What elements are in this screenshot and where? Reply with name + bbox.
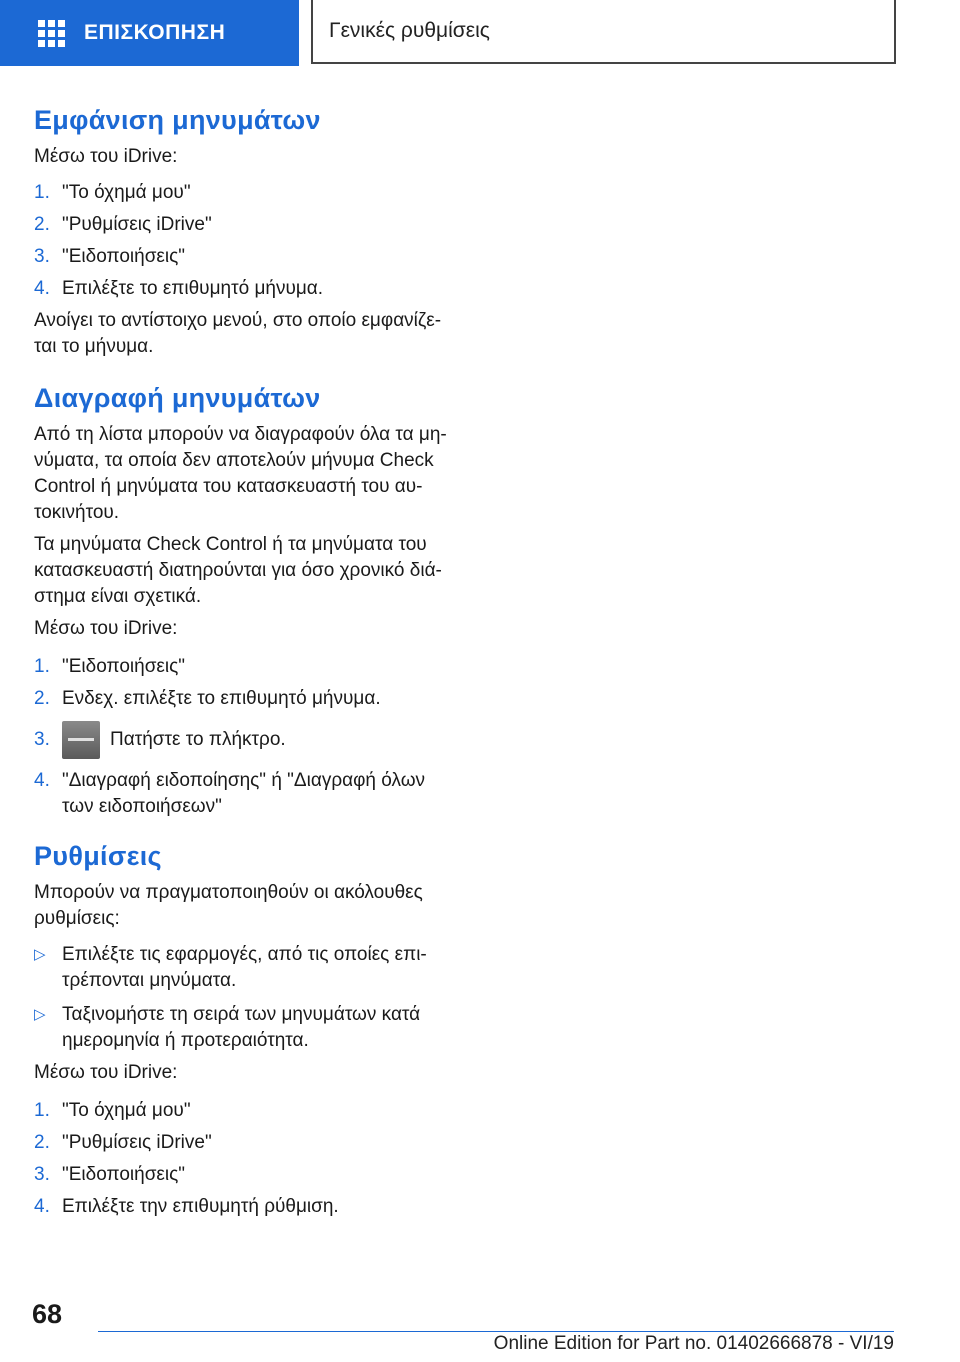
list-item [34, 686, 454, 712]
step-text: "Ειδοποιήσεις" [62, 246, 186, 267]
step-text: Ενδεχ. επιλέξτε το επιθυμητό μήνυμα. [62, 688, 381, 709]
list-item [34, 1162, 454, 1188]
page-content [34, 96, 454, 1220]
text-line: Μπορούν να πραγματοποιηθούν οι ακόλουθες [34, 882, 423, 903]
display-note-line: Ανοίγει το αντίστοιχο μενού, στο οποίο εμφανίζε- [34, 310, 442, 331]
list-item [34, 1194, 454, 1220]
text-line: τοκινήτου. [34, 502, 120, 523]
overview-label: ΕΠΙΣΚΟΠΗΣΗ [84, 21, 226, 44]
step-text: Επιλέξτε το επιθυμητό μήνυμα. [62, 278, 324, 299]
step-number: 4. [34, 1196, 50, 1217]
text-line: Από τη λίστα μπορούν να διαγραφούν όλα τα μη- [34, 424, 447, 445]
bullet-text-line: τρέπονται μηνύματα. [62, 970, 237, 991]
step-number: 2. [34, 1132, 50, 1153]
delete-steps [34, 654, 454, 820]
settings-heading: Ρυθμίσεις [34, 841, 162, 871]
section-title-tab [311, 0, 896, 64]
step-text: "Το όχημά μου" [62, 182, 191, 203]
triangle-bullet-icon: ▷ [34, 946, 46, 963]
step-text: "Ειδοποιήσεις" [62, 1164, 186, 1185]
list-item [34, 1002, 454, 1054]
step-text: "Το όχημά μου" [62, 1100, 191, 1121]
step-text-line: των ειδοποιήσεων" [62, 796, 222, 817]
delete-paragraph-1 [34, 422, 454, 526]
list-item [34, 1098, 454, 1124]
triangle-bullet-icon: ▷ [34, 1006, 46, 1023]
grid-icon [38, 20, 65, 47]
list-item [34, 180, 454, 206]
list-item [34, 1130, 454, 1156]
list-item [34, 244, 454, 270]
list-item [34, 654, 454, 680]
bullet-text-line: Ταξινομήστε τη σειρά των μηνυμάτων κατά [62, 1004, 421, 1025]
page-number: 68 [32, 1299, 63, 1329]
step-number: 2. [34, 214, 50, 235]
overview-tab[interactable] [0, 0, 299, 66]
section-title: Γενικές ρυθμίσεις [329, 19, 490, 42]
settings-steps [34, 1098, 454, 1220]
list-item [34, 212, 454, 238]
settings-bullets [34, 942, 454, 1054]
display-via: Μέσω του iDrive: [34, 146, 178, 167]
display-note-line: ται το μήνυμα. [34, 336, 154, 357]
text-line: Control ή μηνύματα του κατασκευαστή του αυ- [34, 476, 423, 497]
footer-edition: Online Edition for Part no. 01402666878 - VI/19 [493, 1333, 894, 1354]
step-number: 2. [34, 688, 50, 709]
step-number: 4. [34, 278, 50, 299]
bullet-text-line: ημερομηνία ή προτεραιότητα. [62, 1030, 309, 1051]
bullet-text-line: Επιλέξτε τις εφαρμογές, από τις οποίες επι- [62, 944, 427, 965]
settings-intro [34, 880, 454, 932]
text-line: κατασκευαστή διατηρούνται για όσο χρονικό διά- [34, 560, 442, 581]
step-number: 1. [34, 1100, 50, 1121]
top-bar [0, 0, 960, 66]
step-number: 4. [34, 770, 50, 791]
step-number: 3. [34, 729, 50, 750]
text-line: Τα μηνύματα Check Control ή τα μηνύματα του [34, 534, 427, 555]
display-heading: Εμφάνιση μηνυμάτων [34, 105, 321, 135]
step-number: 3. [34, 246, 50, 267]
settings-via: Μέσω του iDrive: [34, 1062, 178, 1083]
list-item [34, 768, 454, 820]
display-steps [34, 180, 454, 302]
step-text-line: "Διαγραφή ειδοποίησης" ή "Διαγραφή όλων [62, 770, 426, 791]
list-item [34, 720, 454, 760]
text-line: ρυθμίσεις: [34, 908, 120, 929]
step-text: "Ειδοποιήσεις" [62, 656, 186, 677]
text-line: στημα είναι σχετικά. [34, 586, 202, 607]
option-key-icon [62, 721, 100, 759]
step-number: 3. [34, 1164, 50, 1185]
step-number: 1. [34, 656, 50, 677]
step-text: "Ρυθμίσεις iDrive" [62, 214, 212, 235]
delete-heading: Διαγραφή μηνυμάτων [34, 383, 321, 413]
delete-via: Μέσω του iDrive: [34, 618, 178, 639]
list-item [34, 942, 454, 994]
step-text: "Ρυθμίσεις iDrive" [62, 1132, 212, 1153]
list-item [34, 276, 454, 302]
delete-paragraph-2 [34, 532, 454, 610]
text-line: νύματα, τα οποία δεν αποτελούν μήνυμα Check [34, 450, 434, 471]
step-text: Πατήστε το πλήκτρο. [110, 729, 286, 750]
step-number: 1. [34, 182, 50, 203]
step-text: Επιλέξτε την επιθυμητή ρύθμιση. [62, 1196, 339, 1217]
